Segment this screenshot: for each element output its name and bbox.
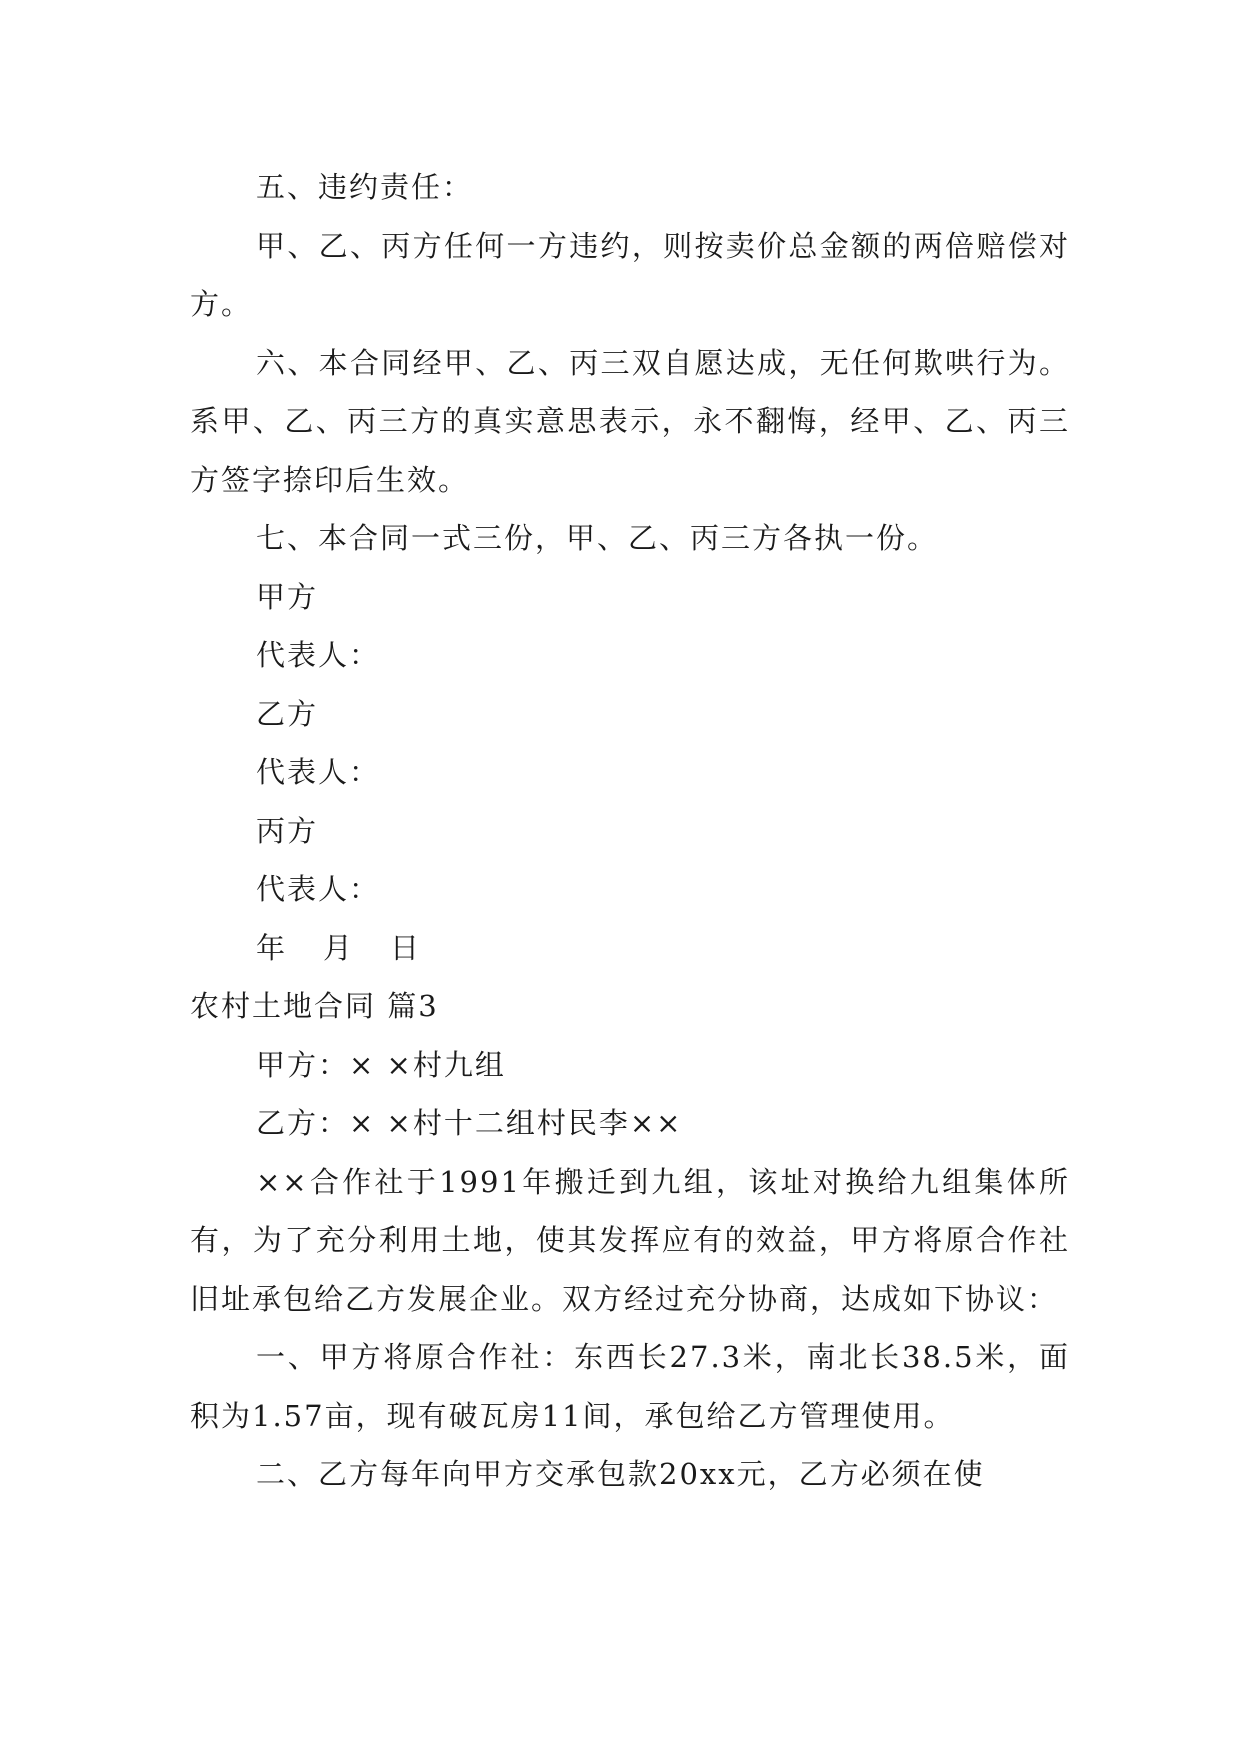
signature-party-c: 丙方 (256, 813, 319, 848)
contract-3-heading: 农村土地合同 篇3 (190, 989, 439, 1023)
section-6: 六、本合同经甲、乙、丙三双自愿达成，无任何欺哄行为。系甲、乙、丙三方的真实意思表示，永不翻悔，经甲、乙、丙三方签字捺印后生效。 (190, 345, 1070, 497)
date-day: 日 (390, 930, 422, 965)
date-year: 年 (256, 930, 288, 965)
contract-3-clause-1: 一、甲方将原合作社：东西长27.3米，南北长38.5米，面积为1.57亩，现有破瓦房11间，承包给乙方管理使用。 (190, 1340, 1070, 1433)
signature-party-a: 甲方 (256, 579, 319, 614)
contract-3-party-b: 乙方：× ×村十二组村民李×× (256, 1106, 683, 1140)
date-month: 月 (323, 930, 355, 965)
signature-party-b: 乙方 (256, 696, 319, 731)
document-page (190, 158, 1070, 1504)
signature-date (190, 919, 1070, 978)
contract-3-intro: ××合作社于1991年搬迁到九组，该址对换给九组集体所有，为了充分利用土地，使其发挥应有的效益，甲方将原合作社旧址承包给乙方发展企业。双方经过充分协商，达成如下协议： (190, 1164, 1070, 1316)
signature-rep-c: 代表人： (256, 872, 381, 906)
section-7: 七、本合同一式三份，甲、乙、丙三方各执一份。 (256, 521, 939, 555)
section-5-title: 五、违约责任： (256, 170, 474, 204)
section-5-body: 甲、乙、丙方任何一方违约，则按卖价总金额的两倍赔偿对方。 (190, 228, 1070, 321)
contract-3-party-a: 甲方：× ×村九组 (256, 1047, 506, 1082)
signature-rep-a: 代表人： (256, 638, 381, 672)
contract-3-clause-2: 二、乙方每年向甲方交承包款20xx元，乙方必须在使 (256, 1457, 985, 1491)
signature-rep-b: 代表人： (256, 755, 381, 789)
